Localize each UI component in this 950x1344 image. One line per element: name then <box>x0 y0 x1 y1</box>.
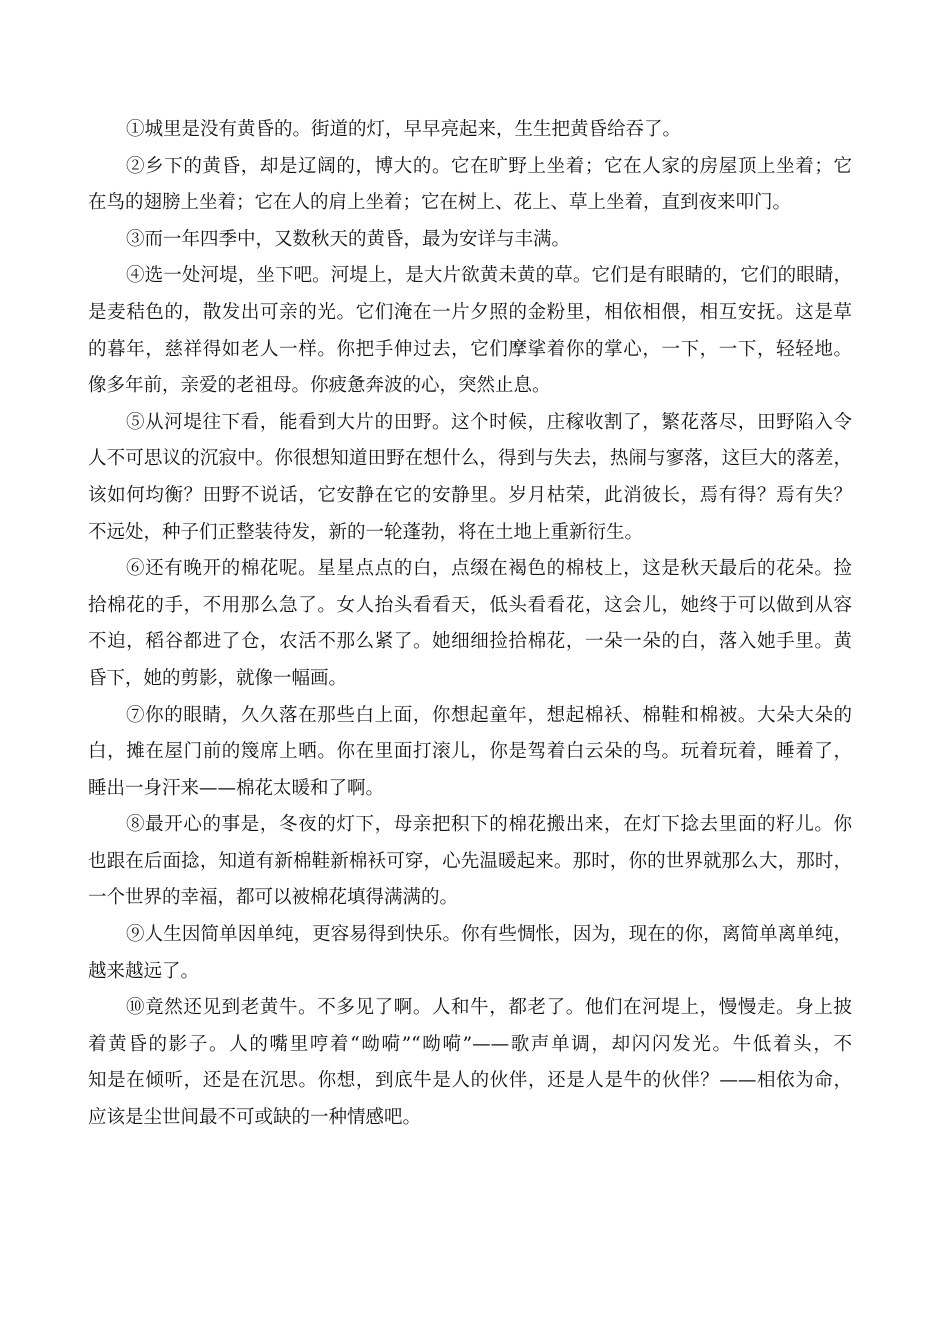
text-line: ⑦你的眼睛，久久落在那些白上面，你想起童年，想起棉袄、棉鞋和棉被。大朵大朵的 <box>126 704 852 726</box>
text-line: ⑧最开心的事是，冬夜的灯下，母亲把积下的棉花搬出来，在灯下捻去里面的籽儿。你 <box>126 814 852 836</box>
text-line: ⑨人生因简单因单纯，更容易得到快乐。你有些惆怅，因为，现在的你，离简单离单纯， <box>126 924 852 946</box>
text-line: ①城里是没有黄昏的。街道的灯，早早亮起来，生生把黄昏给吞了。 <box>126 119 682 140</box>
paragraph-4 <box>88 258 852 404</box>
paragraph-10 <box>88 990 852 1136</box>
paragraph-7 <box>88 698 852 808</box>
text-line: 不远处，种子们正整装待发，新的一轮蓬勃，将在土地上重新衍生。 <box>88 521 644 543</box>
text-line: 不迫，稻谷都进了仓，农活不那么紧了。她细细捡拾棉花，一朵一朵的白，落入她手里。黄 <box>88 631 852 653</box>
paragraph-5 <box>88 405 852 551</box>
text-line: 像多年前，亲爱的老祖母。你疲惫奔波的心，突然止息。 <box>88 375 551 397</box>
text-line: ④选一处河堤，坐下吧。河堤上，是大片欲黄未黄的草。它们是有眼睛的，它们的眼睛， <box>126 265 852 287</box>
text-line: 越来越远了。 <box>88 960 200 982</box>
text-line: 白，摊在屋门前的篾席上晒。你在里面打滚儿，你是驾着白云朵的鸟。玩着玩着，睡着了， <box>88 741 852 763</box>
text-line: 一个世界的幸福，都可以被棉花填得满满的。 <box>88 887 459 909</box>
text-line: ⑤从河堤往下看，能看到大片的田野。这个时候，庄稼收割了，繁花落尽，田野陷入令 <box>126 411 852 433</box>
document-body <box>88 112 852 1137</box>
text-line: 知是在倾听，还是在沉思。你想，到底牛是人的伙伴，还是人是牛的伙伴？——相依为命， <box>88 1070 852 1092</box>
paragraph-1 <box>88 112 852 149</box>
text-line: 昏下，她的剪影，就像一幅画。 <box>88 667 348 689</box>
paragraph-8 <box>88 807 852 917</box>
text-line: ②乡下的黄昏，却是辽阔的，博大的。它在旷野上坐着；它在人家的房屋顶上坐着；它 <box>126 155 852 177</box>
paragraph-2 <box>88 149 852 222</box>
text-line: 睡出一身汗来——棉花太暖和了啊。 <box>88 777 385 799</box>
text-line: 也跟在后面捻，知道有新棉鞋新棉袄可穿，心先温暖起来。那时，你的世界就那么大，那时， <box>88 850 852 872</box>
text-line: ③而一年四季中，又数秋天的黄昏，最为安详与丰满。 <box>126 228 571 250</box>
text-line: ⑥还有晚开的棉花呢。星星点点的白，点缀在褐色的棉枝上，这是秋天最后的花朵。捡 <box>126 558 852 580</box>
text-line: 应该是尘世间最不可或缺的一种情感吧。 <box>88 1107 422 1129</box>
text-line: ⑩竟然还见到老黄牛。不多见了啊。人和牛，都老了。他们在河堤上，慢慢走。身上披 <box>126 997 852 1019</box>
text-line: 人不可思议的沉寂中。你很想知道田野在想什么，得到与失去，热闹与寥落，这巨大的落差， <box>88 448 852 470</box>
paragraph-6 <box>88 551 852 697</box>
text-line: 拾棉花的手，不用那么急了。女人抬头看看天，低头看看花，这会儿，她终于可以做到从容 <box>88 594 852 616</box>
paragraph-3 <box>88 222 852 259</box>
text-line: 着黄昏的影子。人的嘴里哼着“呦嗬”“呦嗬”——歌声单调，却闪闪发光。牛低着头，不 <box>88 1033 852 1055</box>
text-line: 在鸟的翅膀上坐着；它在人的肩上坐着；它在树上、花上、草上坐着，直到夜来叩门。 <box>88 192 792 214</box>
text-line: 该如何均衡？田野不说话，它安静在它的安静里。岁月枯荣，此消彼长，焉有得？焉有失？ <box>88 484 852 506</box>
text-line: 是麦秸色的，散发出可亲的光。它们淹在一片夕照的金粉里，相依相偎，相互安抚。这是草 <box>88 301 852 323</box>
paragraph-9 <box>88 917 852 990</box>
text-line: 的暮年，慈祥得如老人一样。你把手伸过去，它们摩挲着你的掌心，一下，一下，轻轻地。 <box>88 338 852 360</box>
